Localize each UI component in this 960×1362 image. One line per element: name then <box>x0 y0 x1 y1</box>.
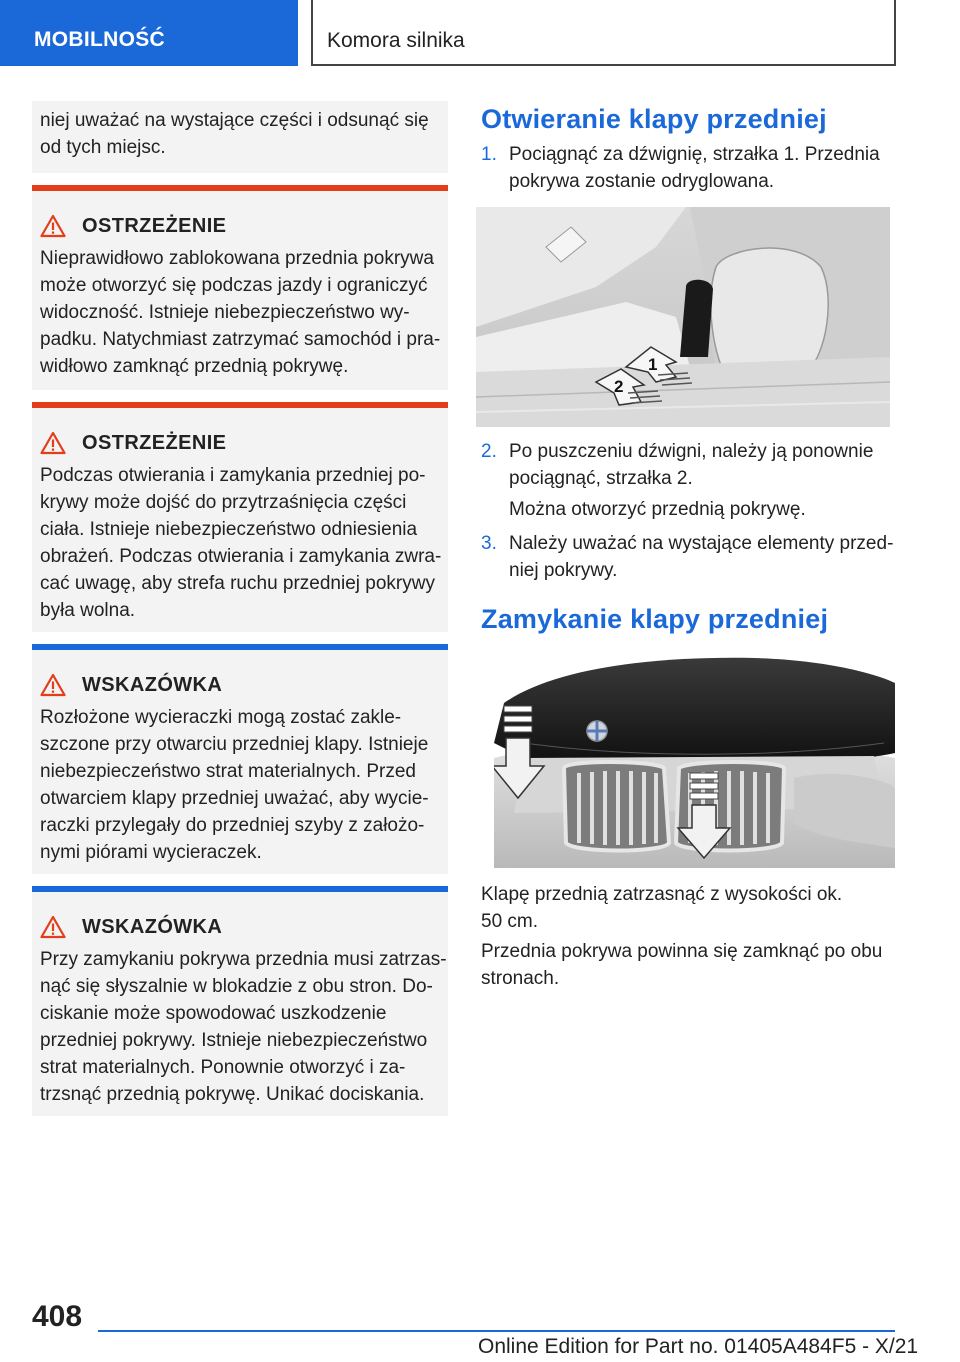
warning-triangle-icon <box>40 214 66 238</box>
warning-bar <box>32 402 448 408</box>
text-line: otwarciem klapy przedniej uważać, aby wycie- <box>40 788 429 809</box>
text-line: była wolna. <box>40 600 136 621</box>
note-box-1 <box>32 644 448 874</box>
footer-rule <box>98 1330 895 1332</box>
text-line: przedniej pokrywy. Istnieje niebezpieczeństwo <box>40 1030 428 1051</box>
text-line: niej pokrywy. <box>509 560 618 581</box>
step-3 <box>481 530 901 584</box>
hood-closing-figure <box>494 648 895 868</box>
text-line: Należy uważać na wystające elementy przed- <box>509 533 894 554</box>
footer-edition: Online Edition for Part no. 01405A484F5 - X/21 <box>478 1335 919 1358</box>
text-line: Przy zamykaniu pokrywa przednia musi zatrzas- <box>40 949 447 970</box>
note-box-2 <box>32 886 448 1116</box>
text-line: Po puszczeniu dźwigni, należy ją ponownie <box>509 441 874 462</box>
text-line: raczki przylegały do przedniej szyby z założo- <box>40 815 425 836</box>
page-number: 408 <box>32 1300 83 1333</box>
warning-text <box>40 245 450 380</box>
text-line: strat materialnych. Ponownie otworzyć i za- <box>40 1057 406 1078</box>
kidney-grille-left <box>564 762 669 851</box>
warning-triangle-icon <box>40 673 66 697</box>
continuation-line-2: od tych miejsc. <box>40 137 166 158</box>
warning-title-row <box>40 213 226 239</box>
step-text <box>509 530 901 584</box>
warning-triangle-icon <box>40 915 66 939</box>
step-1 <box>481 141 901 195</box>
text-line: Klapę przednią zatrzasnąć z wysokości ok. <box>481 884 843 905</box>
text-line: Podczas otwierania i zamykania przedniej po- <box>40 465 426 486</box>
header-chapter-box <box>311 0 896 66</box>
text-line: trzsnąć przednią pokrywę. Unikać dociskania. <box>40 1084 425 1105</box>
text-line: obrażeń. Podczas otwierania i zamykania zwra- <box>40 546 442 567</box>
header-section-label: MOBILNOŚĆ <box>34 28 166 51</box>
note-title-row <box>40 914 222 940</box>
warning-title: OSTRZEŻENIE <box>82 431 227 454</box>
warning-box-2 <box>32 402 448 632</box>
step-text <box>509 438 901 492</box>
warning-triangle-icon <box>40 431 66 455</box>
text-line: ciała. Istnieje niebezpieczeństwo odniesienia <box>40 519 418 540</box>
arrow-label-2: 2 <box>614 377 624 396</box>
note-title-row <box>40 672 222 698</box>
step-text <box>509 141 901 195</box>
note-text <box>40 946 450 1108</box>
note-text <box>40 704 450 866</box>
text-line: Nieprawidłowo zablokowana przednia pokrywa <box>40 248 434 269</box>
open-hood-heading: Otwieranie klapy przedniej <box>481 104 827 134</box>
step-number: 1. <box>481 144 497 165</box>
text-line: Pociągnąć za dźwignię, strzałka 1. Przednia <box>509 144 880 165</box>
close-hood-heading: Zamykanie klapy przedniej <box>481 604 829 634</box>
close-paragraph-2 <box>481 938 891 992</box>
text-line: szczone przy otwarciu przedniej klapy. Istnieje <box>40 734 429 755</box>
warning-bar <box>32 185 448 191</box>
step-number: 3. <box>481 533 497 554</box>
text-line: pociągnąć, strzałka 2. <box>509 468 693 489</box>
text-line: 50 cm. <box>481 911 539 932</box>
note-bar <box>32 886 448 892</box>
note-title: WSKAZÓWKA <box>82 673 223 696</box>
text-line: ciskanie może spowodować uszkodzenie <box>40 1003 387 1024</box>
hood-closing-illustration <box>494 648 895 868</box>
warning-title: OSTRZEŻENIE <box>82 214 227 237</box>
text-line: padku. Natychmiast zatrzymać samochód i pra- <box>40 329 441 350</box>
text-line: widoczność. Istnieje niebezpieczeństwo wy- <box>40 302 410 323</box>
text-line: widłowo zamknąć przednią pokrywę. <box>40 356 349 377</box>
continuation-line-1: niej uważać na wystające części i odsunąć się <box>40 110 429 131</box>
warning-box-1 <box>32 185 448 390</box>
note-bar <box>32 644 448 650</box>
text-line: Przednia pokrywa powinna się zamknąć po obu <box>481 941 883 962</box>
text-line: Rozłożone wycieraczki mogą zostać zakle- <box>40 707 402 728</box>
header-section-tab[interactable] <box>0 0 298 66</box>
step-2-note: Można otworzyć przednią pokrywę. <box>509 499 806 520</box>
arrow-label-1: 1 <box>648 355 658 374</box>
step-number: 2. <box>481 441 497 462</box>
text-line: cać uwagę, aby strefa ruchu przedniej pokrywy <box>40 573 435 594</box>
continuation-box <box>32 101 448 173</box>
hood-lever-illustration <box>476 207 890 427</box>
note-title: WSKAZÓWKA <box>82 915 223 938</box>
close-paragraph-1 <box>481 881 891 935</box>
step-2 <box>481 438 901 492</box>
text-line: nymi piórami wycieraczek. <box>40 842 262 863</box>
text-line: nąć się słyszalnie w blokadzie z obu stron. Do- <box>40 976 433 997</box>
header-chapter-label: Komora silnika <box>327 29 465 52</box>
text-line: pokrywa zostanie odryglowana. <box>509 171 775 192</box>
warning-title-row <box>40 430 226 456</box>
text-line: krywy może dojść do przytrzaśnięcia części <box>40 492 407 513</box>
hood-lever-figure <box>476 207 890 427</box>
text-line: stronach. <box>481 968 560 989</box>
warning-text <box>40 462 450 624</box>
text-line: może otworzyć się podczas jazdy i ograniczyć <box>40 275 428 296</box>
text-line: niebezpieczeństwo strat materialnych. Przed <box>40 761 416 782</box>
